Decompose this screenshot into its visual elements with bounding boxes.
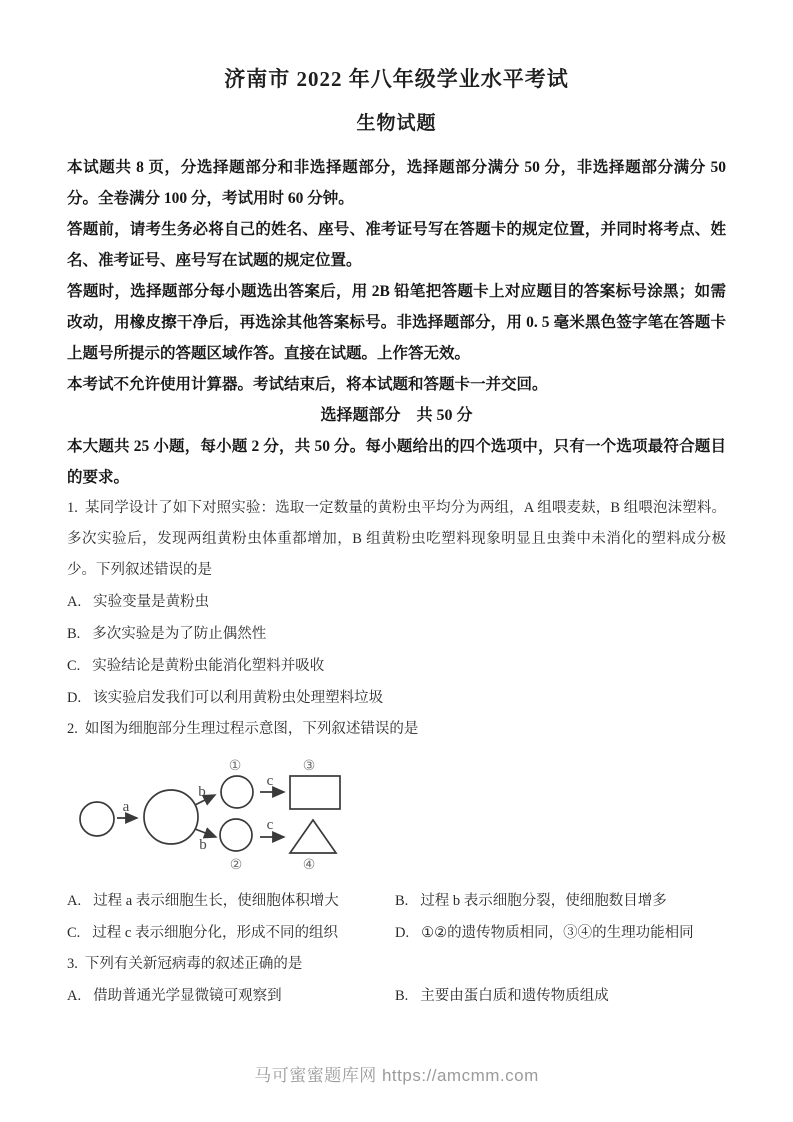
section-intro: 本大题共 25 小题，每小题 2 分，共 50 分。每小题给出的四个选项中，只有一个选项最符合题目的要求。	[67, 438, 726, 486]
tissue-rectangle	[290, 776, 340, 809]
cell-2-number-label: ②	[229, 857, 243, 873]
cell-process-diagram-svg	[63, 745, 363, 885]
page-title: 济南市 2022 年八年级学业水平考试	[224, 67, 569, 91]
footer-watermark: 马可蜜蜜题库网 https://amcmm.com	[254, 1066, 539, 1085]
option-text: 该实验启发我们可以利用黄粉虫处理塑料垃圾	[93, 690, 384, 706]
question-2-option-b	[395, 885, 726, 917]
daughter-cell-1-circle	[221, 776, 253, 808]
question-2-option-d	[395, 917, 726, 949]
question-1-option-a	[67, 586, 726, 618]
process-b-lower-label: b	[199, 837, 207, 853]
question-3-text: 下列有关新冠病毒的叙述正确的是	[84, 956, 303, 972]
option-label: B.	[67, 626, 81, 642]
question-1-stem	[67, 493, 726, 586]
question-1-option-b	[67, 618, 726, 650]
question-1-option-d	[67, 682, 726, 714]
question-2	[67, 714, 726, 949]
instruction-paragraph-2: 答题前，请考生务必将自己的姓名、座号、准考证号写在答题卡的规定位置，并同时将考点、姓名、准考证号、座号写在试题的规定位置。	[67, 221, 726, 269]
option-label: A.	[67, 594, 82, 610]
daughter-cell-2-circle	[220, 819, 252, 851]
question-3-number: 3.	[67, 956, 78, 972]
option-text: 实验结论是黄粉虫能消化塑料并吸收	[92, 658, 325, 674]
tissue-triangle	[290, 820, 336, 853]
question-3-option-a	[67, 980, 395, 1012]
question-2-option-a	[67, 885, 395, 917]
question-1-option-c	[67, 650, 726, 682]
option-text: 实验变量是黄粉虫	[93, 594, 210, 610]
section-header: 选择题部分 共 50 分	[320, 407, 473, 424]
question-3-stem	[67, 949, 726, 980]
process-b-lower-arrow	[195, 829, 216, 837]
option-text: 主要由蛋白质和遗传物质组成	[420, 988, 609, 1004]
exam-instructions	[67, 152, 726, 400]
instruction-paragraph-3: 答题时，选择题部分每小题选出答案后，用 2B 铅笔把答题卡上对应题目的答案标号涂黑；如需改动，用橡皮擦干净后，再选涂其他答案标号。非选择题部分，用 0. 5 毫米黑色签字笔在答题卡上题号所提示的答题区域作答。直接在试题。上作答无效。	[67, 283, 726, 362]
option-text: 多次实验是为了防止偶然性	[92, 626, 267, 642]
parent-cell-circle	[80, 802, 114, 836]
process-a-label: a	[122, 799, 130, 815]
option-label: B.	[395, 988, 409, 1004]
question-2-number: 2.	[67, 721, 78, 737]
question-2-stem	[67, 714, 726, 745]
process-c-upper-label: c	[266, 773, 274, 789]
option-label: A.	[67, 893, 82, 909]
option-label: C.	[67, 658, 81, 674]
option-text: 过程 c 表示细胞分化，形成不同的组织	[92, 925, 338, 941]
question-1-options	[67, 586, 726, 714]
question-1	[67, 493, 726, 714]
option-text: 过程 a 表示细胞生长，使细胞体积增大	[93, 893, 339, 909]
question-2-text: 如图为细胞部分生理过程示意图，下列叙述错误的是	[84, 721, 419, 737]
option-label: D.	[67, 690, 82, 706]
instruction-paragraph-1: 本试题共 8 页，分选择题部分和非选择题部分，选择题部分满分 50 分，非选择题部分满分 50 分。全卷满分 100 分，考试用时 60 分钟。	[67, 159, 726, 207]
instruction-paragraph-4: 本考试不允许使用计算器。考试结束后，将本试题和答题卡一并交回。	[67, 376, 548, 393]
process-b-upper-label: b	[198, 784, 206, 800]
tissue-3-number-label: ③	[302, 758, 316, 774]
option-text: ①②的遗传物质相同，③④的生理功能相同	[421, 925, 694, 941]
cell-1-number-label: ①	[228, 758, 242, 774]
question-2-options	[67, 885, 726, 949]
question-3-options	[67, 980, 726, 1012]
option-text: 借助普通光学显微镜可观察到	[93, 988, 282, 1004]
question-3-option-b	[395, 980, 726, 1012]
grown-cell-circle	[144, 790, 198, 844]
question-1-number: 1.	[67, 500, 78, 516]
option-label: D.	[395, 925, 410, 941]
option-label: B.	[395, 893, 409, 909]
option-label: A.	[67, 988, 82, 1004]
question-1-text: 某同学设计了如下对照实验：选取一定数量的黄粉虫平均分为两组，A 组喂麦麸，B 组喂泡沫塑料。多次实验后，发现两组黄粉虫体重都增加，B 组黄粉虫吃塑料现象明显且虫粪中未消化的塑料成分极少。下列叙述错误的是	[67, 500, 726, 578]
question-2-option-c	[67, 917, 395, 949]
question-3	[67, 949, 726, 1012]
process-c-lower-label: c	[266, 817, 274, 833]
cell-process-diagram	[67, 745, 726, 885]
paper-subtitle: 生物试题	[356, 113, 437, 134]
option-text: 过程 b 表示细胞分裂，使细胞数目增多	[420, 893, 667, 909]
option-label: C.	[67, 925, 81, 941]
tissue-4-number-label: ④	[302, 857, 316, 873]
